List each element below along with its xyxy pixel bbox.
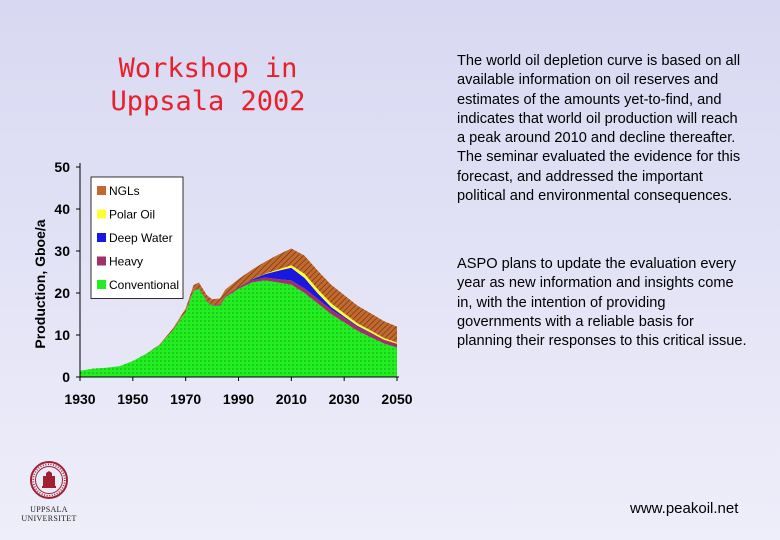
legend-label-heavy: Heavy [109,254,144,269]
x-tick-label: 1950 [117,391,149,407]
x-tick-label: 2010 [275,391,307,407]
y-axis-label: Production, Gboe/a [32,219,48,349]
university-logo [14,460,84,523]
y-tick-label: 30 [54,243,70,259]
aspo-plans-paragraph: ASPO plans to update the evaluation every year as new information and insights come in, with the intention of providing governments with a reliable basis for planning their responses to this critical issue. [457,256,747,350]
legend-label-polar-oil: Polar Oil [109,207,156,222]
y-tick-label: 20 [54,285,70,301]
legend-swatch-conventional [97,280,106,289]
x-tick-label: 2050 [381,391,413,407]
x-tick-label: 1930 [64,391,96,407]
legend-label-deep-water: Deep Water [109,231,173,245]
x-tick-label: 2030 [328,391,360,407]
legend-label-ngls: NGLs [109,184,140,198]
uppsala-seal-icon [29,460,69,500]
y-tick-label: 40 [54,201,70,217]
legend-swatch-heavy [97,257,106,266]
legend-swatch-deep-water [97,233,106,242]
slide-title: Workshop in Uppsala 2002 [110,53,306,117]
website-url[interactable]: www.peakoil.net [630,500,739,517]
oil-depletion-chart [0,140,440,420]
legend-swatch-polar-oil [97,210,106,219]
legend-label-conventional: Conventional [109,278,180,292]
x-tick-label: 1970 [170,391,202,407]
description-paragraph: The world oil depletion curve is based on all available information on oil reserves and estimates of the amounts yet-to-find, and indicates that world oil production will reach a peak around 2010 and decline thereafter. The seminar evaluated the evidence for this forecast, and addressed the important political and environmental consequences. [457,53,741,205]
x-tick-label: 1990 [222,391,255,407]
y-tick-label: 10 [54,327,70,343]
legend-swatch-ngls [97,186,106,195]
logo-text: UPPSALA UNIVERSITET [21,505,77,523]
y-tick-label: 50 [54,159,70,175]
y-tick-label: 0 [62,369,70,385]
chart-legend [91,177,183,299]
